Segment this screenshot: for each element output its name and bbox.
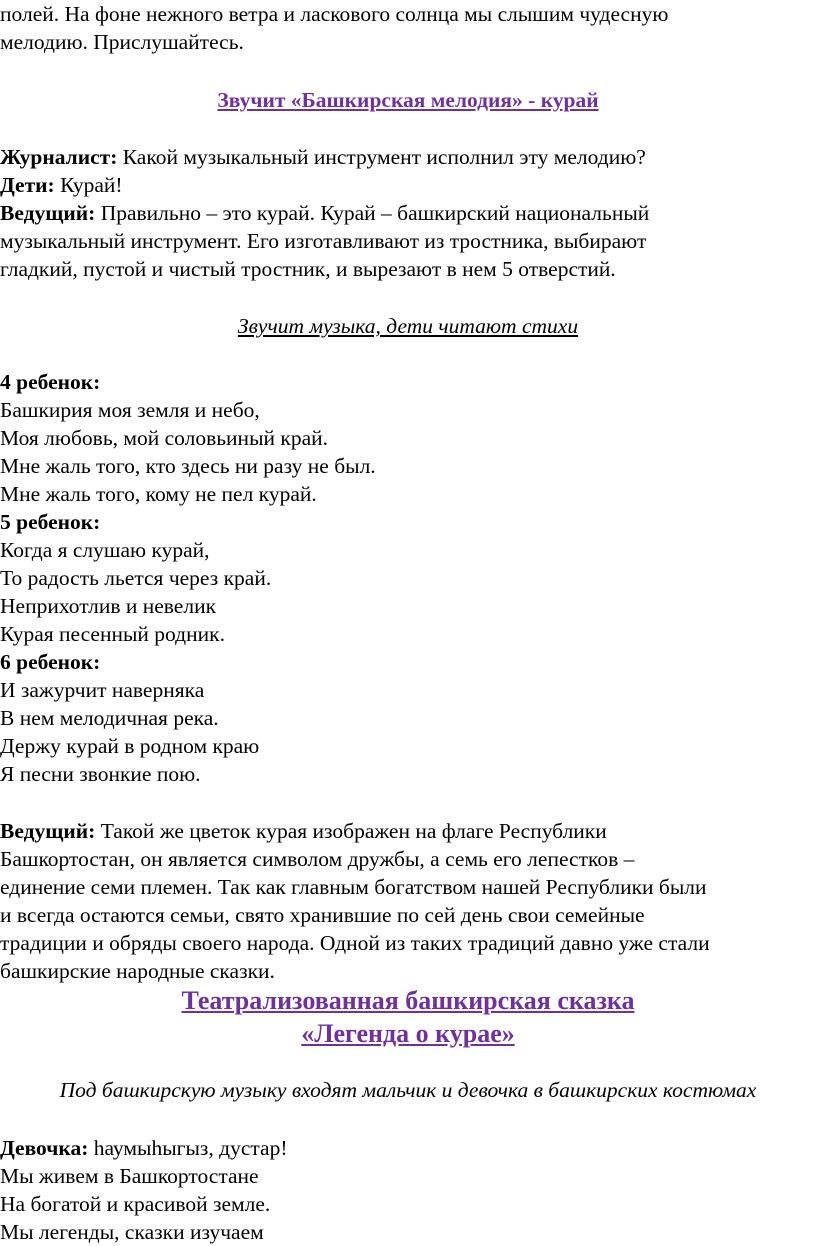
intro-line-1: полей. На фоне нежного ветра и ласкового солнца мы слышим чудесную	[0, 2, 669, 26]
speaker-children: Дети:	[0, 173, 55, 197]
host2-paragraph-line: Башкортостан, он является символом дружбы, а семь его лепестков –	[0, 847, 635, 871]
host2-paragraph-line: единение семи племен. Так как главным богатством нашей Республики были	[0, 875, 707, 899]
stage-direction-music-text: Звучит музыка, дети читают стихи	[237, 314, 579, 338]
host-continuation-1: музыкальный инструмент. Его изготавливают из тростника, выбирают	[0, 229, 647, 253]
intro-line-2: мелодию. Прислушайтесь.	[0, 30, 244, 54]
dialogue-journalist	[0, 143, 646, 171]
play-title-text-1: Театрализованная башкирская сказка	[181, 986, 635, 1015]
child4-verse-line: Моя любовь, мой соловьиный край.	[0, 426, 329, 450]
child4-verse-line: Мне жаль того, кому не пел курай.	[0, 482, 317, 506]
child6-verse-line: В нем мелодичная река.	[0, 706, 219, 730]
child6-verse-line: И зажурчит наверняка	[0, 678, 205, 702]
child6-label-text: 6 ребенок:	[0, 650, 101, 674]
dialogue-host	[0, 199, 649, 227]
speaker-girl: Девочка:	[0, 1136, 89, 1160]
host2-paragraph-line: башкирские народные сказки.	[0, 959, 275, 983]
child5-verse-line: Курая песенный родник.	[0, 622, 225, 646]
stage-direction-music	[0, 312, 816, 340]
speaker-host-2: Ведущий:	[0, 819, 96, 843]
speaker-host: Ведущий:	[0, 201, 96, 225]
journalist-text: Какой музыкальный инструмент исполнил эту мелодию?	[117, 145, 646, 169]
child5-label	[0, 508, 100, 536]
girl-greeting-text: һаумыһыгыз, дустар!	[88, 1136, 288, 1160]
host2-paragraph-line: традиции и обряды своего народа. Одной из таких традиций давно уже стали	[0, 931, 710, 955]
host-text: Правильно – это курай. Курай – башкирский национальный	[95, 201, 650, 225]
host2-text: Такой же цветок курая изображен на флаге Республики	[95, 819, 607, 843]
girl-verse-line: На богатой и красивой земле.	[0, 1192, 271, 1216]
child4-verse-line: Башкирия моя земля и небо,	[0, 398, 260, 422]
girl-verse-line: Мы легенды, сказки изучаем	[0, 1220, 264, 1244]
child4-verse-line: Мне жаль того, кто здесь ни разу не был.	[0, 454, 376, 478]
girl-verse-line: Мы живем в Башкортостане	[0, 1164, 259, 1188]
child4-label	[0, 368, 100, 396]
speaker-journalist: Журналист:	[0, 145, 118, 169]
child5-verse-line: Когда я слушаю курай,	[0, 538, 210, 562]
children-text: Курай!	[54, 173, 123, 197]
host-continuation-2: гладкий, пустой и чистый тростник, и вырезают в нем 5 отверстий.	[0, 257, 616, 281]
host2-first-line	[0, 817, 607, 845]
heading-kurai-text: Звучит «Башкирская мелодия» - курай	[217, 88, 599, 112]
child4-label-text: 4 ребенок:	[0, 370, 101, 394]
child6-label	[0, 648, 100, 676]
heading-kurai-melody	[0, 86, 816, 114]
host2-paragraph-line: и всегда остаются семьи, свято хранившие по сей день свои семейные	[0, 903, 645, 927]
child6-verse-line: Держу курай в родном краю	[0, 734, 260, 758]
play-title-line-1	[0, 985, 816, 1018]
dialogue-children	[0, 171, 123, 199]
child5-label-text: 5 ребенок:	[0, 510, 101, 534]
play-title-line-2	[0, 1018, 816, 1051]
stage-direction-enter	[0, 1076, 816, 1104]
stage-direction-enter-text: Под башкирскую музыку входят мальчик и девочка в башкирских костюмах	[59, 1078, 757, 1102]
child6-verse-line: Я песни звонкие пою.	[0, 762, 201, 786]
play-title-text-2: «Легенда о курае»	[301, 1019, 515, 1048]
child5-verse-line: То радость льется через край.	[0, 566, 272, 590]
child5-verse-line: Неприхотлив и невелик	[0, 594, 217, 618]
girl-greeting-line	[0, 1134, 288, 1162]
